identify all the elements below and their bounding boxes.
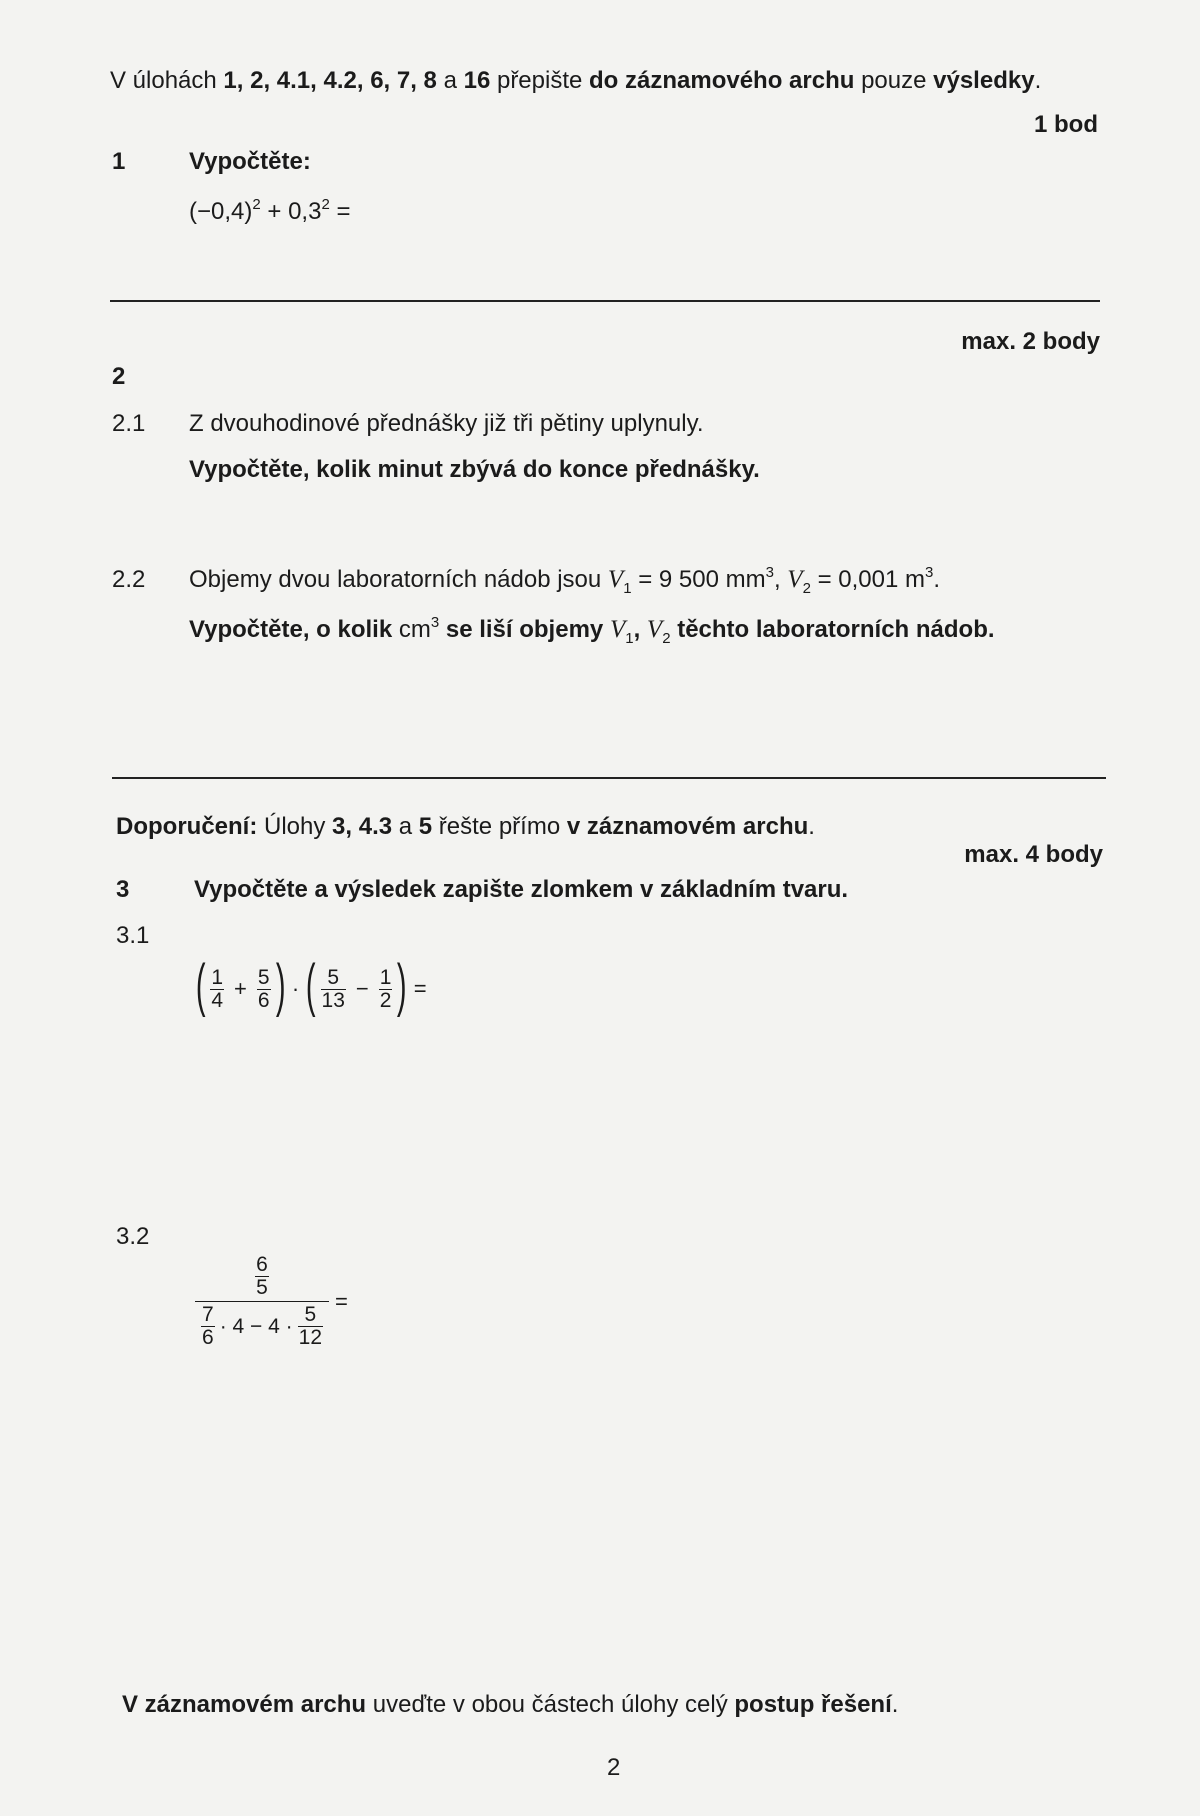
task-3-points: max. 4 body: [964, 841, 1103, 868]
task-2-1-question: Vypočtěte, kolik minut zbývá do konce přednášky.: [189, 456, 760, 483]
task-1-exponent-2: 2: [321, 196, 330, 213]
task-2-1-text: Z dvouhodinové přednášky již tři pětiny uplynuly.: [189, 410, 704, 437]
volume-subscript: 2: [662, 630, 671, 647]
instructions-period: .: [1034, 67, 1042, 94]
unit: cm: [398, 616, 431, 643]
volume-subscript: 1: [623, 580, 632, 597]
left-parenthesis: (: [195, 953, 206, 1018]
task-1-term-2: + 0,3: [260, 198, 322, 225]
fraction-denominator: 4: [211, 988, 224, 1012]
task-2-1-number: 2.1: [112, 410, 146, 437]
minus-operator: −: [355, 976, 369, 1001]
denominator-terms: · 4 − 4 ·: [219, 1314, 293, 1338]
task-1-expression: [189, 198, 350, 229]
task-1-exponent-1: 2: [252, 196, 261, 213]
unit-exponent: 3: [430, 614, 440, 631]
task-2-2-text: [189, 566, 940, 597]
answer-sheet-instructions: [110, 67, 1041, 95]
fraction-denominator: 2: [379, 988, 392, 1012]
instructions-text: a: [436, 67, 464, 94]
fraction: [298, 1304, 323, 1349]
compound-fraction: [195, 1252, 329, 1351]
compound-numerator: [249, 1252, 275, 1301]
task-1-prompt: Vypočtěte:: [189, 148, 311, 175]
recommendation-text: a: [392, 813, 419, 840]
task-1-equals: =: [329, 198, 351, 225]
task-1-number: 1: [112, 148, 126, 175]
fraction-numerator: 5: [304, 1303, 317, 1326]
task-3-2-expression: [195, 1252, 354, 1351]
fraction: [379, 967, 393, 1012]
volume-value: = 0,001 m: [810, 566, 925, 593]
fraction-numerator: 5: [257, 965, 270, 989]
fraction: [257, 967, 271, 1012]
right-parenthesis: ): [275, 953, 286, 1018]
solution-procedure-note: [122, 1691, 898, 1719]
plus-operator: +: [234, 976, 247, 1001]
fraction-denominator: 12: [298, 1326, 322, 1349]
recommendation-note: [116, 813, 815, 841]
fraction-denominator: 5: [256, 1276, 268, 1299]
question-text: Vypočtěte, o kolik: [189, 616, 399, 643]
task-3-number: 3: [116, 876, 130, 903]
volume-subscript: 2: [802, 580, 811, 597]
task-3-1-expression: [195, 953, 433, 1020]
task-2-2-text-intro: Objemy dvou laboratorních nádob jsou: [189, 566, 608, 593]
instructions-answer-sheet: do záznamového archu: [589, 67, 855, 94]
recommendation-text: Úlohy: [257, 813, 333, 840]
fraction-numerator: 1: [379, 965, 392, 989]
task-3-prompt: Vypočtěte a výsledek zapište zlomkem v základním tvaru.: [194, 876, 849, 903]
note-text: uveďte v obou částech úlohy celý: [366, 1691, 735, 1718]
volume-variable: V: [609, 616, 626, 643]
section-divider: [112, 777, 1106, 779]
note-answer-sheet: V záznamovém archu: [122, 1691, 367, 1718]
fraction-denominator: 13: [321, 988, 345, 1012]
task-2-points: max. 2 body: [961, 328, 1100, 355]
note-solution-procedure: postup řešení: [734, 1691, 892, 1718]
equals-sign: =: [413, 976, 427, 1001]
fraction-denominator: 6: [257, 988, 270, 1012]
recommendation-period: .: [808, 813, 815, 840]
task-3-2-number: 3.2: [116, 1223, 150, 1250]
equals-sign: =: [335, 1288, 348, 1314]
section-divider: [110, 300, 1100, 302]
question-text: se liší objemy: [439, 616, 610, 643]
separator: ,: [773, 566, 788, 593]
left-parenthesis: (: [306, 953, 316, 1018]
task-2-2-question: [189, 616, 995, 647]
fraction: [321, 967, 346, 1012]
recommendation-task-5: 5: [418, 813, 433, 840]
instructions-results-only: výsledky: [933, 67, 1035, 94]
separator: ,: [633, 616, 647, 643]
instructions-task-16: 16: [463, 67, 491, 94]
task-2-2-number: 2.2: [112, 566, 146, 593]
fraction: [210, 967, 224, 1012]
multiply-operator: ·: [291, 976, 300, 1001]
right-parenthesis: ): [397, 953, 407, 1018]
fraction-numerator: 6: [256, 1253, 268, 1276]
recommendation-text: řešte přímo: [432, 813, 567, 840]
fraction: [255, 1254, 269, 1299]
instructions-text: přepište: [490, 67, 590, 94]
instructions-text: V úlohách: [110, 67, 224, 94]
fraction-numerator: 7: [202, 1303, 214, 1326]
question-text: těchto laboratorních nádob.: [670, 616, 995, 643]
unit-exponent: 3: [925, 564, 934, 581]
volume-variable: V: [787, 566, 803, 593]
unit-exponent: 3: [765, 564, 774, 581]
recommendation-task-list: 3, 4.3: [332, 813, 393, 840]
volume-subscript: 1: [625, 630, 634, 647]
fraction-denominator: 6: [202, 1326, 214, 1349]
volume-variable: V: [607, 566, 624, 593]
fraction-numerator: 5: [327, 965, 340, 989]
task-3-1-number: 3.1: [116, 922, 150, 949]
recommendation-label: Doporučení:: [116, 813, 258, 840]
fraction-numerator: 1: [211, 965, 224, 989]
task-2-number: 2: [112, 363, 126, 390]
page-number: 2: [607, 1754, 621, 1781]
volume-variable: V: [646, 616, 663, 643]
note-period: .: [891, 1691, 899, 1718]
sentence-period: .: [933, 566, 941, 593]
volume-value: = 9 500 mm: [631, 566, 766, 593]
task-1-term-1: (−0,4): [189, 198, 253, 225]
instructions-task-list: 1, 2, 4.1, 4.2, 6, 7, 8: [223, 67, 437, 94]
fraction: [201, 1304, 215, 1349]
recommendation-answer-sheet: v záznamovém archu: [566, 813, 809, 840]
instructions-text: pouze: [854, 67, 934, 94]
compound-denominator: [195, 1302, 329, 1351]
task-1-points: 1 bod: [1034, 111, 1098, 138]
